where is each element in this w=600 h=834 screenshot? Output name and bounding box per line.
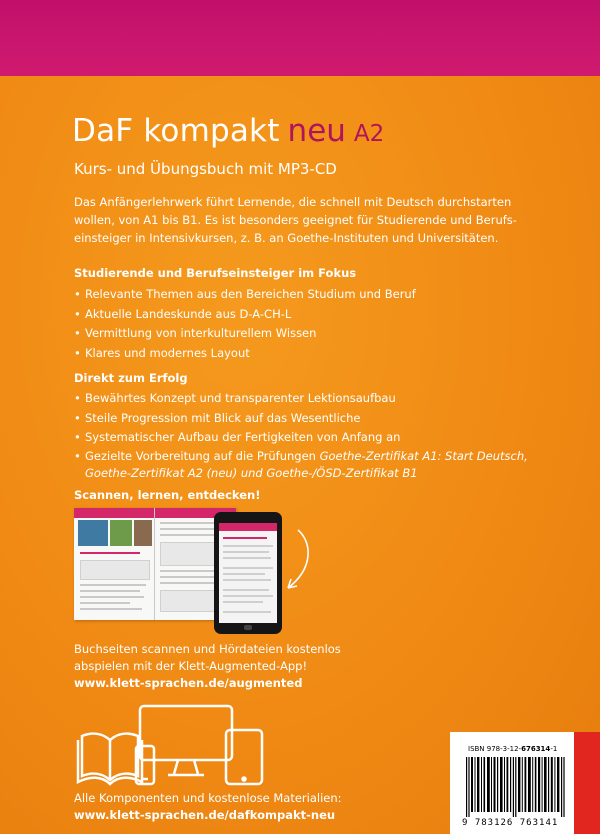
intro-line: Das Anfängerlehrwerk führt Lernende, die schnell mit Deutsch durchstarten — [74, 195, 512, 209]
open-book-icon — [78, 734, 142, 784]
list-item: • Relevante Themen aus den Bereichen Studium und Beruf — [74, 285, 416, 305]
section-title-fokus: Studierende und Berufseinsteiger im Fokus — [74, 266, 357, 280]
list-item: • Klares und modernes Layout — [74, 344, 416, 364]
red-corner-strip — [574, 732, 600, 834]
footer-url: www.klett-sprachen.de/dafkompakt-neu — [74, 808, 336, 822]
list-item: • Bewährtes Konzept und transparenter Lektionsaufbau — [74, 389, 528, 409]
section-title-erfolg: Direkt zum Erfolg — [74, 371, 188, 385]
fokus-list — [74, 285, 416, 363]
list-item: • Vermittlung von interkulturellem Wissen — [74, 324, 416, 344]
list-item-exam — [74, 448, 528, 482]
magenta-header-band — [0, 0, 600, 76]
subtitle: Kurs- und Übungsbuch mit MP3-CD — [74, 160, 337, 178]
augmented-url: www.klett-sprachen.de/augmented — [74, 676, 303, 690]
list-item: • Steile Progression mit Blick auf das Wesentliche — [74, 409, 528, 429]
title-neu: neu — [287, 113, 346, 149]
intro-line: einsteiger in Intensivkursen, z. B. an Goethe-Instituten und Universitäten. — [74, 231, 499, 245]
scan-title: Scannen, lernen, entdecken! — [74, 488, 261, 502]
book-spread-image — [74, 508, 236, 620]
barcode — [466, 757, 566, 817]
aug-line1: Buchseiten scannen und Hördateien kostenlos — [74, 642, 341, 656]
intro-paragraph — [74, 193, 524, 247]
isbn-label: ISBN 978-3-12-676314-1 — [468, 745, 558, 753]
footer-info — [74, 790, 342, 824]
device-icons-group — [74, 700, 274, 790]
exam-names-line2: Goethe-Zertifikat A2 (neu) und Goethe-/ÖSD-Zertifikat B1 — [85, 465, 418, 480]
title-level: A2 — [353, 121, 385, 147]
footer-line1: Alle Komponenten und kostenlose Materialien: — [74, 791, 342, 805]
barcode-digits: 9 783126 763141 — [462, 818, 559, 828]
aug-line2: abspielen mit der Klett-Augmented-App! — [74, 659, 308, 673]
erfolg-list — [74, 389, 528, 482]
list-item: • Systematischer Aufbau der Fertigkeiten von Anfang an — [74, 428, 528, 448]
smartphone-icon — [214, 512, 282, 634]
exam-prefix: Gezielte Vorbereitung auf die Prüfungen — [85, 448, 316, 463]
exam-names-line1: Goethe-Zertifikat A1: Start Deutsch, — [319, 448, 528, 463]
list-item: • Aktuelle Landeskunde aus D-A-CH-L — [74, 305, 416, 325]
book-title — [72, 113, 384, 149]
intro-line: wollen, von A1 bis B1. Es ist besonders geeignet für Studierende und Berufs- — [74, 213, 517, 227]
curved-arrow-icon — [278, 528, 318, 598]
title-main: DaF kompakt — [72, 113, 280, 149]
augmented-info — [74, 641, 341, 692]
